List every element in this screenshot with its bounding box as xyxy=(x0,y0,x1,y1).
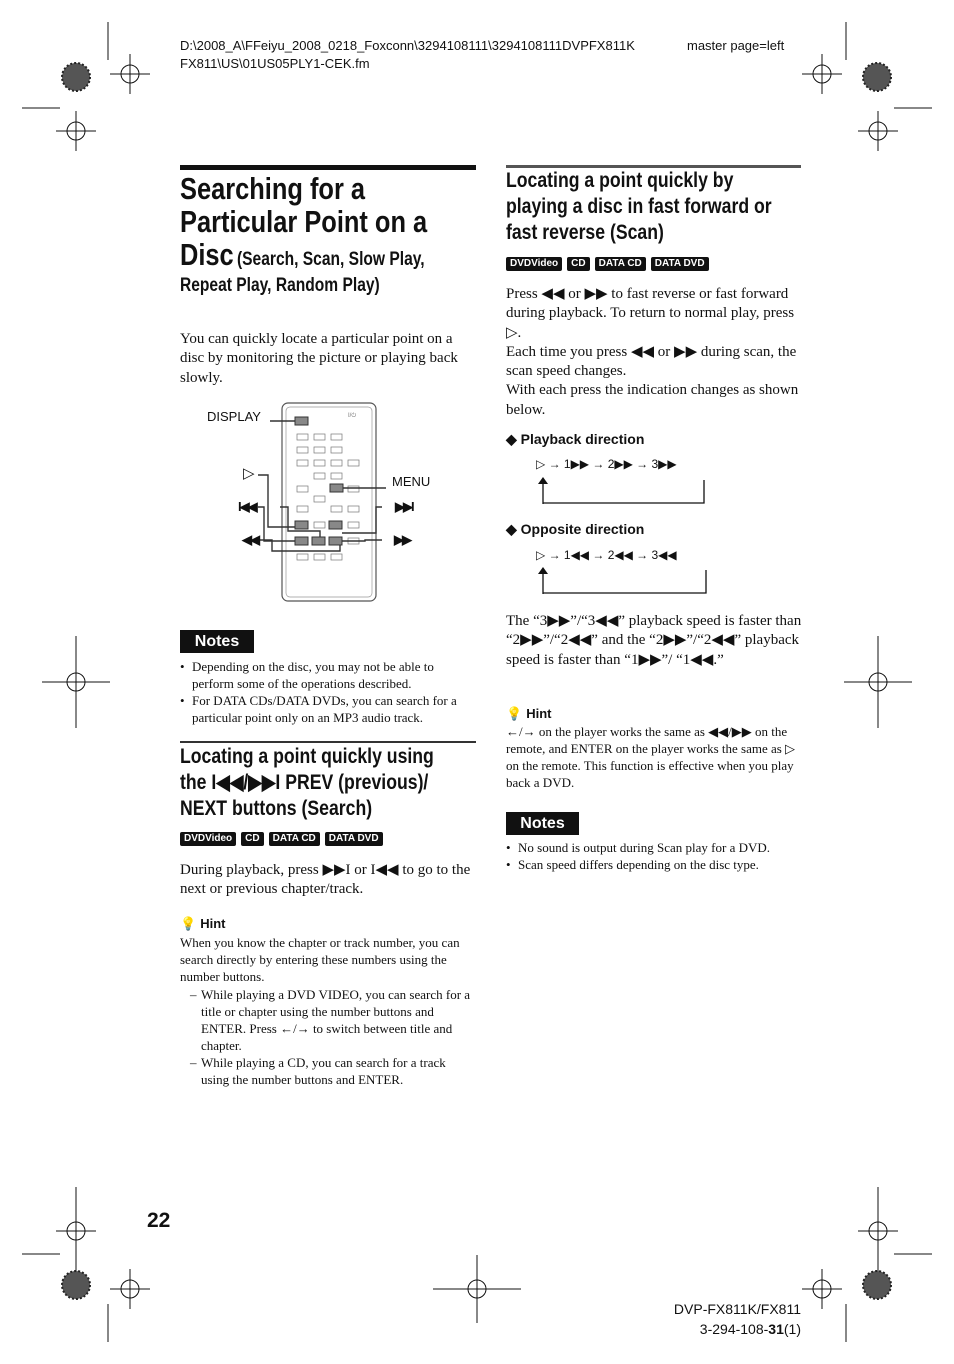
note-item: • No sound is output during Scan play for a DVD. xyxy=(518,839,804,856)
scan-para2: Each time you press ◀◀ or ▶▶ during scan, the scan speed changes. xyxy=(506,343,797,380)
opposite-sequence: ▷ → 1◀◀ → 2◀◀ → 3◀◀ xyxy=(536,548,677,562)
lightbulb-icon: 💡 xyxy=(180,916,197,931)
cd-icon: CD xyxy=(567,257,589,271)
hint-list-left xyxy=(190,986,476,1088)
notes-label-left: Notes xyxy=(180,630,254,653)
disc-icons-right xyxy=(506,255,714,273)
file-path-line2: FX811\US\01US05PLY1-CEK.fm xyxy=(180,56,370,71)
heading-line: Locating a point quickly using xyxy=(180,745,434,768)
title-rule xyxy=(180,165,476,170)
speed-comparison: The “3▶▶”/“3◀◀” playback speed is faster than “2▶▶”/“2◀◀” and the “2▶▶”/“2◀◀” playback speed is faster than “1▶▶”/ “1◀◀.” xyxy=(506,613,802,668)
title-line1: Searching for a xyxy=(180,171,366,206)
label-menu: MENU xyxy=(392,474,431,489)
subtitle-a: (Search, Scan, Slow Play, xyxy=(236,249,425,270)
subtitle-b: Repeat Play, Random Play) xyxy=(180,275,380,296)
opposite-direction-label: ◆ Opposite direction xyxy=(506,521,645,537)
note-item: • Depending on the disc, you may not be able to perform some of the operations described. xyxy=(192,658,476,692)
hint-heading-left xyxy=(180,915,225,933)
label-next: ▶▶I xyxy=(395,499,413,514)
note-item: • For DATA CDs/DATA DVDs, you can search for a particular point only on an MP3 audio track. xyxy=(192,692,476,726)
model-number: DVP-FX811K/FX811 xyxy=(673,1301,801,1317)
title-line2: Particular Point on a xyxy=(180,204,428,239)
playback-sequence: ▷ → 1▶▶ → 2▶▶ → 3▶▶ xyxy=(536,457,677,471)
section-heading-scan xyxy=(506,168,806,246)
opposite-loop-arrow xyxy=(536,566,711,596)
section-rule-left xyxy=(180,741,476,743)
label-prev: I◀◀ xyxy=(238,499,256,514)
dvd-video-icon: DVDVideo xyxy=(180,832,236,846)
file-path-line1: D:\2008_A\FFeiyu_2008_0218_Foxconn\3294108111\3294108111DVPFX811K xyxy=(180,38,635,53)
label-fast-forward: ▶▶ xyxy=(394,532,410,547)
disc-icons-left xyxy=(180,830,388,848)
page-number: 22 xyxy=(147,1209,171,1232)
search-body: During playback, press ▶▶I or I◀◀ to go to the next or previous chapter/track. xyxy=(180,862,471,898)
notes-list-left xyxy=(180,658,476,726)
hint-body-left: When you know the chapter or track number, you can search directly by entering these numbers using the number buttons. xyxy=(180,935,460,984)
lightbulb-icon: 💡 xyxy=(506,706,523,721)
heading-line: playing a disc in fast forward or xyxy=(506,195,772,218)
label-display: DISPLAY xyxy=(207,409,261,424)
hint-heading-right xyxy=(506,705,551,723)
notes-label-right: Notes xyxy=(506,812,579,835)
scan-body xyxy=(506,285,802,420)
hint-item: – While playing a CD, you can search for a track using the number buttons and ENTER. xyxy=(190,1055,446,1087)
footer-model-block xyxy=(600,1299,801,1339)
data-cd-icon: DATA CD xyxy=(595,257,646,271)
page-title xyxy=(180,172,480,301)
playback-loop-arrow xyxy=(536,476,711,506)
heading-line: fast reverse (Scan) xyxy=(506,221,664,244)
title-line3: Disc xyxy=(180,237,234,272)
hint-label: Hint xyxy=(526,706,552,721)
notes-list-right xyxy=(506,839,804,873)
note-item: • Scan speed differs depending on the disc type. xyxy=(518,856,804,873)
cd-icon: CD xyxy=(241,832,263,846)
heading-line: Locating a point quickly by xyxy=(506,169,734,192)
hint-label: Hint xyxy=(200,916,226,931)
dvd-video-icon: DVDVideo xyxy=(506,257,562,271)
master-page-label: master page=left xyxy=(687,38,785,53)
hint-body-right: ←/→ on the player works the same as ◀◀/▶▶ on the remote, and ENTER on the player works the same as ▷ on the remote. This function is effective when you play back a DVD. xyxy=(506,724,796,790)
svg-text:I/⏻: I/⏻ xyxy=(348,413,357,419)
label-rewind: ◀◀ xyxy=(242,532,258,547)
data-dvd-icon: DATA DVD xyxy=(325,832,383,846)
heading-line: NEXT buttons (Search) xyxy=(180,797,373,820)
part-code: 3-294-108-31(1) xyxy=(699,1321,801,1337)
label-play: ▷ xyxy=(243,465,255,482)
data-cd-icon: DATA CD xyxy=(269,832,320,846)
section-heading-search xyxy=(180,744,480,822)
intro-text: You can quickly locate a particular point on a disc by monitoring the picture or playing back slowly. xyxy=(180,331,458,386)
playback-direction-label: ◆ Playback direction xyxy=(506,431,645,447)
hint-item: – While playing a DVD VIDEO, you can search for a title or chapter using the number buttons and ENTER. Press ←/→ to switch between title and chapter. xyxy=(190,987,471,1053)
heading-line: the I◀◀/▶▶I PREV (previous)/ xyxy=(180,771,429,794)
scan-para1: Press ◀◀ or ▶▶ to fast reverse or fast forward during playback. To return to normal play, press ▷. xyxy=(506,286,795,341)
data-dvd-icon: DATA DVD xyxy=(651,257,709,271)
scan-para3: With each press the indication changes as shown below. xyxy=(506,382,799,418)
